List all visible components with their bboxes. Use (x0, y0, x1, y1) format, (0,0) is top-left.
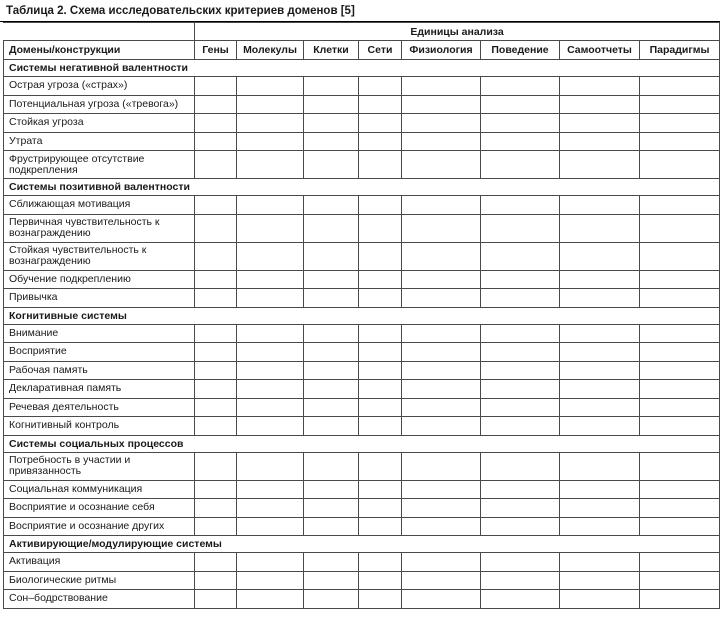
column-header: Гены (195, 41, 237, 60)
empty-cell (560, 77, 640, 96)
empty-cell (304, 95, 359, 114)
construct-label: Сон–бодрствование (4, 590, 195, 609)
empty-cell (481, 151, 560, 179)
empty-cell (237, 398, 304, 417)
empty-cell (237, 289, 304, 308)
empty-cell (402, 590, 481, 609)
empty-cell (304, 571, 359, 590)
construct-label: Речевая деятельность (4, 398, 195, 417)
column-header: Сети (359, 41, 402, 60)
table-row (4, 289, 720, 308)
empty-cell (237, 480, 304, 499)
section-title: Когнитивные системы (4, 307, 720, 324)
column-header: Домены/конструкции (4, 41, 195, 60)
column-header: Самоотчеты (560, 41, 640, 60)
construct-label: Фрустрирующее отсутствие подкрепления (4, 151, 195, 179)
empty-cell (195, 380, 237, 399)
table-row (4, 196, 720, 215)
empty-cell (481, 289, 560, 308)
column-header: Парадигмы (640, 41, 720, 60)
column-header: Физиология (402, 41, 481, 60)
section-row (4, 435, 720, 452)
empty-cell (359, 571, 402, 590)
units-header-row (4, 23, 720, 41)
empty-cell (195, 452, 237, 480)
table-row (4, 214, 720, 242)
empty-cell (195, 398, 237, 417)
empty-cell (195, 361, 237, 380)
empty-cell (402, 361, 481, 380)
empty-cell (304, 324, 359, 343)
empty-cell (560, 151, 640, 179)
table-row (4, 499, 720, 518)
table-row (4, 132, 720, 151)
empty-cell (402, 517, 481, 536)
empty-cell (195, 417, 237, 436)
empty-cell (560, 417, 640, 436)
empty-cell (481, 196, 560, 215)
construct-label: Стойкая угроза (4, 114, 195, 133)
construct-label: Первичная чувствительность к вознаграждению (4, 214, 195, 242)
empty-cell (304, 380, 359, 399)
empty-cell (640, 480, 720, 499)
empty-cell (640, 361, 720, 380)
empty-cell (359, 242, 402, 270)
empty-cell (195, 499, 237, 518)
empty-cell (481, 95, 560, 114)
rdoc-table (3, 22, 720, 609)
empty-cell (481, 571, 560, 590)
empty-cell (640, 553, 720, 572)
empty-cell (402, 77, 481, 96)
construct-label: Стойкая чувствительность к вознаграждению (4, 242, 195, 270)
empty-cell (304, 242, 359, 270)
empty-cell (402, 398, 481, 417)
empty-cell (560, 499, 640, 518)
empty-cell (481, 214, 560, 242)
table-row (4, 270, 720, 289)
empty-cell (640, 343, 720, 362)
table-row (4, 95, 720, 114)
construct-label: Потенциальная угроза («тревога») (4, 95, 195, 114)
empty-cell (402, 151, 481, 179)
empty-cell (560, 343, 640, 362)
empty-cell (640, 417, 720, 436)
empty-cell (195, 214, 237, 242)
empty-cell (304, 196, 359, 215)
empty-cell (359, 361, 402, 380)
empty-cell (481, 590, 560, 609)
section-title: Системы социальных процессов (4, 435, 720, 452)
construct-label: Острая угроза («страх») (4, 77, 195, 96)
empty-cell (195, 343, 237, 362)
empty-cell (402, 553, 481, 572)
empty-cell (237, 324, 304, 343)
construct-label: Привычка (4, 289, 195, 308)
column-header: Молекулы (237, 41, 304, 60)
empty-cell (402, 242, 481, 270)
empty-cell (304, 132, 359, 151)
empty-cell (237, 571, 304, 590)
construct-label: Социальная коммуникация (4, 480, 195, 499)
empty-cell (304, 517, 359, 536)
section-title: Активирующие/модулирующие системы (4, 536, 720, 553)
empty-cell (195, 196, 237, 215)
empty-cell (640, 452, 720, 480)
empty-cell (237, 417, 304, 436)
table-row (4, 590, 720, 609)
empty-cell (195, 151, 237, 179)
section-row (4, 179, 720, 196)
empty-cell (560, 214, 640, 242)
empty-cell (640, 380, 720, 399)
empty-cell (640, 270, 720, 289)
construct-label: Внимание (4, 324, 195, 343)
empty-cell (237, 196, 304, 215)
empty-cell (481, 77, 560, 96)
empty-cell (640, 151, 720, 179)
empty-cell (304, 343, 359, 362)
empty-cell (359, 452, 402, 480)
empty-cell (237, 380, 304, 399)
empty-cell (481, 361, 560, 380)
column-header: Поведение (481, 41, 560, 60)
empty-cell (481, 417, 560, 436)
empty-cell (359, 324, 402, 343)
empty-cell (359, 196, 402, 215)
units-header-spacer (4, 23, 195, 41)
empty-cell (640, 196, 720, 215)
table-row (4, 324, 720, 343)
empty-cell (640, 242, 720, 270)
table-row (4, 151, 720, 179)
empty-cell (237, 452, 304, 480)
table-row (4, 361, 720, 380)
empty-cell (560, 270, 640, 289)
empty-cell (359, 114, 402, 133)
empty-cell (560, 114, 640, 133)
empty-cell (481, 132, 560, 151)
empty-cell (237, 242, 304, 270)
empty-cell (195, 571, 237, 590)
empty-cell (359, 517, 402, 536)
table-row (4, 452, 720, 480)
empty-cell (402, 571, 481, 590)
column-header: Клетки (304, 41, 359, 60)
table-row (4, 480, 720, 499)
empty-cell (481, 270, 560, 289)
empty-cell (359, 380, 402, 399)
section-row (4, 307, 720, 324)
empty-cell (481, 480, 560, 499)
units-header: Единицы анализа (195, 23, 720, 41)
empty-cell (402, 380, 481, 399)
empty-cell (359, 132, 402, 151)
empty-cell (304, 289, 359, 308)
construct-label: Когнитивный контроль (4, 417, 195, 436)
empty-cell (237, 151, 304, 179)
empty-cell (304, 114, 359, 133)
empty-cell (560, 95, 640, 114)
empty-cell (195, 480, 237, 499)
empty-cell (237, 343, 304, 362)
empty-cell (237, 77, 304, 96)
empty-cell (304, 270, 359, 289)
section-row (4, 60, 720, 77)
empty-cell (640, 324, 720, 343)
empty-cell (304, 553, 359, 572)
empty-cell (237, 499, 304, 518)
empty-cell (402, 499, 481, 518)
empty-cell (640, 289, 720, 308)
empty-cell (195, 590, 237, 609)
table-row (4, 553, 720, 572)
table-title: Таблица 2. Схема исследовательских критериев доменов [5] (0, 0, 720, 22)
construct-label: Потребность в участии и привязанность (4, 452, 195, 480)
empty-cell (402, 289, 481, 308)
empty-cell (304, 77, 359, 96)
empty-cell (304, 417, 359, 436)
construct-label: Активация (4, 553, 195, 572)
empty-cell (304, 452, 359, 480)
table-row (4, 380, 720, 399)
empty-cell (560, 571, 640, 590)
empty-cell (359, 95, 402, 114)
empty-cell (402, 196, 481, 215)
empty-cell (640, 214, 720, 242)
empty-cell (195, 517, 237, 536)
table-row (4, 417, 720, 436)
empty-cell (304, 480, 359, 499)
empty-cell (640, 114, 720, 133)
table-row (4, 242, 720, 270)
empty-cell (359, 398, 402, 417)
empty-cell (402, 132, 481, 151)
empty-cell (237, 590, 304, 609)
empty-cell (237, 361, 304, 380)
construct-label: Восприятие и осознание других (4, 517, 195, 536)
construct-label: Обучение подкреплению (4, 270, 195, 289)
empty-cell (402, 480, 481, 499)
empty-cell (359, 214, 402, 242)
empty-cell (481, 517, 560, 536)
empty-cell (304, 499, 359, 518)
empty-cell (304, 214, 359, 242)
empty-cell (237, 553, 304, 572)
empty-cell (359, 270, 402, 289)
empty-cell (481, 114, 560, 133)
empty-cell (359, 480, 402, 499)
empty-cell (195, 95, 237, 114)
empty-cell (359, 151, 402, 179)
empty-cell (560, 324, 640, 343)
construct-label: Утрата (4, 132, 195, 151)
construct-label: Биологические ритмы (4, 571, 195, 590)
empty-cell (481, 398, 560, 417)
empty-cell (359, 343, 402, 362)
empty-cell (237, 214, 304, 242)
empty-cell (560, 289, 640, 308)
empty-cell (304, 151, 359, 179)
empty-cell (402, 417, 481, 436)
empty-cell (640, 398, 720, 417)
empty-cell (304, 590, 359, 609)
empty-cell (237, 114, 304, 133)
empty-cell (481, 242, 560, 270)
construct-label: Восприятие (4, 343, 195, 362)
empty-cell (359, 289, 402, 308)
table-row (4, 398, 720, 417)
empty-cell (359, 499, 402, 518)
empty-cell (237, 95, 304, 114)
empty-cell (560, 380, 640, 399)
empty-cell (560, 398, 640, 417)
empty-cell (402, 324, 481, 343)
construct-label: Восприятие и осознание себя (4, 499, 195, 518)
empty-cell (195, 289, 237, 308)
construct-label: Рабочая память (4, 361, 195, 380)
construct-label: Декларативная память (4, 380, 195, 399)
section-title: Системы позитивной валентности (4, 179, 720, 196)
section-row (4, 536, 720, 553)
empty-cell (560, 480, 640, 499)
empty-cell (560, 361, 640, 380)
empty-cell (195, 270, 237, 289)
table-row (4, 343, 720, 362)
empty-cell (359, 590, 402, 609)
empty-cell (640, 77, 720, 96)
empty-cell (237, 132, 304, 151)
empty-cell (195, 324, 237, 343)
empty-cell (195, 114, 237, 133)
table-row (4, 114, 720, 133)
empty-cell (640, 517, 720, 536)
empty-cell (304, 361, 359, 380)
empty-cell (560, 242, 640, 270)
empty-cell (640, 499, 720, 518)
empty-cell (481, 553, 560, 572)
empty-cell (560, 590, 640, 609)
empty-cell (359, 553, 402, 572)
column-header-row (4, 41, 720, 60)
table-row (4, 571, 720, 590)
empty-cell (640, 590, 720, 609)
empty-cell (195, 132, 237, 151)
empty-cell (640, 132, 720, 151)
empty-cell (481, 452, 560, 480)
empty-cell (481, 324, 560, 343)
empty-cell (560, 517, 640, 536)
empty-cell (304, 398, 359, 417)
empty-cell (560, 553, 640, 572)
empty-cell (237, 517, 304, 536)
empty-cell (640, 95, 720, 114)
table-row (4, 77, 720, 96)
construct-label: Сближающая мотивация (4, 196, 195, 215)
empty-cell (359, 77, 402, 96)
empty-cell (402, 114, 481, 133)
empty-cell (402, 214, 481, 242)
empty-cell (560, 132, 640, 151)
empty-cell (481, 499, 560, 518)
table-body (4, 60, 720, 609)
empty-cell (402, 452, 481, 480)
empty-cell (402, 270, 481, 289)
empty-cell (640, 571, 720, 590)
empty-cell (237, 270, 304, 289)
section-title: Системы негативной валентности (4, 60, 720, 77)
empty-cell (359, 417, 402, 436)
empty-cell (195, 553, 237, 572)
empty-cell (481, 380, 560, 399)
empty-cell (402, 343, 481, 362)
empty-cell (481, 343, 560, 362)
empty-cell (560, 196, 640, 215)
empty-cell (402, 95, 481, 114)
empty-cell (195, 77, 237, 96)
empty-cell (195, 242, 237, 270)
table-row (4, 517, 720, 536)
empty-cell (560, 452, 640, 480)
